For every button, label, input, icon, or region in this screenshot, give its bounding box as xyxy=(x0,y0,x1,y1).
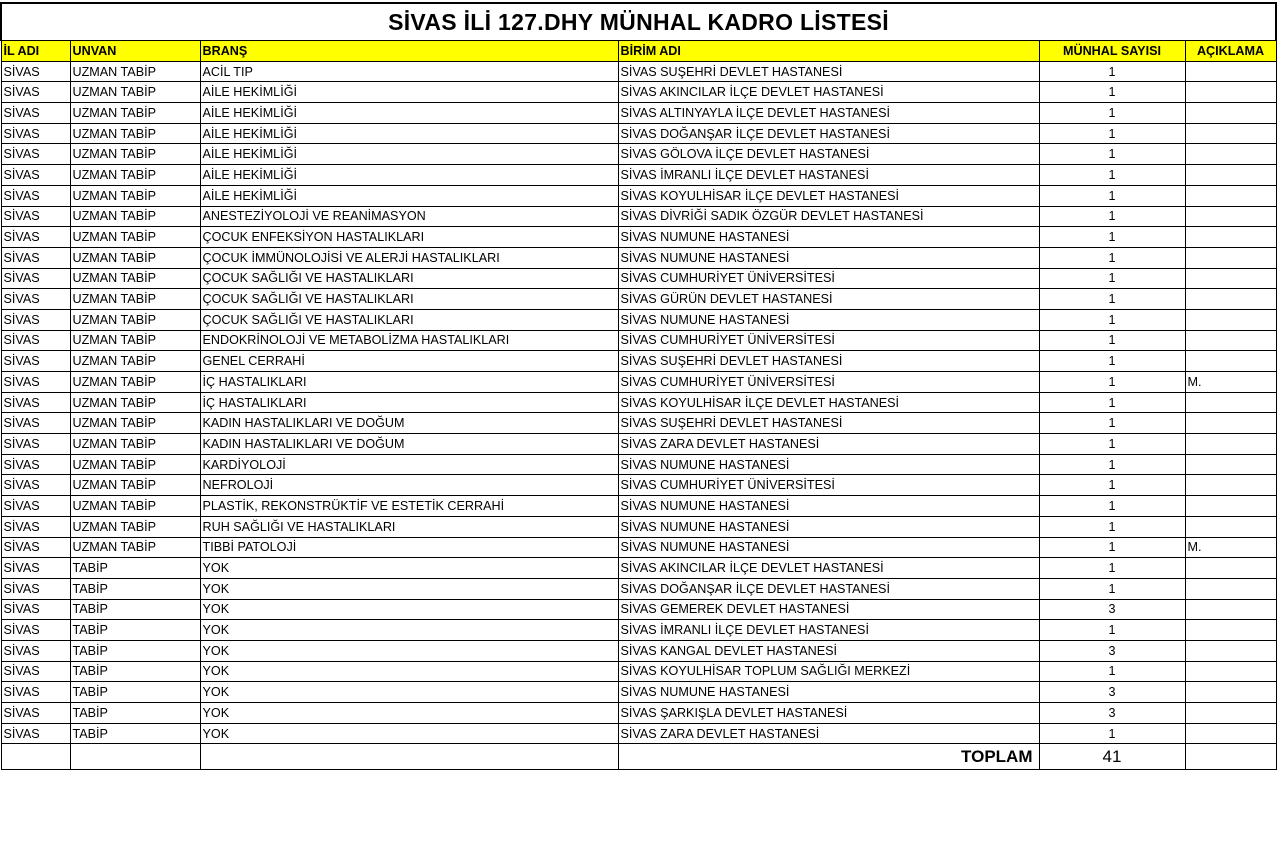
birim-adi-cell: SİVAS NUMUNE HASTANESİ xyxy=(618,309,1039,330)
birim-adi-cell: SİVAS KOYULHİSAR TOPLUM SAĞLIĞI MERKEZİ xyxy=(618,661,1039,682)
aciklama-cell xyxy=(1185,703,1276,724)
munhal-sayisi-cell: 1 xyxy=(1039,206,1185,227)
aciklama-cell: M. xyxy=(1185,372,1276,393)
il-adi-cell: SİVAS xyxy=(1,496,70,517)
unvan-cell: UZMAN TABİP xyxy=(70,496,200,517)
munhal-sayisi-cell: 3 xyxy=(1039,640,1185,661)
il-adi-cell: SİVAS xyxy=(1,558,70,579)
birim-adi-cell: SİVAS DOĞANŞAR İLÇE DEVLET HASTANESİ xyxy=(618,578,1039,599)
brans-cell: ACİL TIP xyxy=(200,61,618,82)
birim-adi-cell: SİVAS ALTINYAYLA İLÇE DEVLET HASTANESİ xyxy=(618,103,1039,124)
munhal-sayisi-cell: 1 xyxy=(1039,620,1185,641)
column-header-aciklama: AÇIKLAMA xyxy=(1185,41,1276,62)
unvan-cell: UZMAN TABİP xyxy=(70,123,200,144)
table-row xyxy=(1,516,1276,537)
munhal-sayisi-cell: 1 xyxy=(1039,578,1185,599)
aciklama-cell xyxy=(1185,640,1276,661)
brans-cell: ÇOCUK ENFEKSİYON HASTALIKLARI xyxy=(200,227,618,248)
birim-adi-cell: SİVAS GÜRÜN DEVLET HASTANESİ xyxy=(618,289,1039,310)
birim-adi-cell: SİVAS NUMUNE HASTANESİ xyxy=(618,496,1039,517)
il-adi-cell: SİVAS xyxy=(1,516,70,537)
aciklama-cell xyxy=(1185,103,1276,124)
brans-cell: YOK xyxy=(200,620,618,641)
brans-cell: AİLE HEKİMLİĞİ xyxy=(200,123,618,144)
birim-adi-cell: SİVAS ZARA DEVLET HASTANESİ xyxy=(618,434,1039,455)
aciklama-cell xyxy=(1185,723,1276,744)
brans-cell: YOK xyxy=(200,661,618,682)
aciklama-cell xyxy=(1185,661,1276,682)
table-row xyxy=(1,703,1276,724)
table-row xyxy=(1,682,1276,703)
il-adi-cell: SİVAS xyxy=(1,413,70,434)
table-row xyxy=(1,496,1276,517)
aciklama-cell xyxy=(1185,185,1276,206)
aciklama-cell xyxy=(1185,620,1276,641)
column-header-unvan: UNVAN xyxy=(70,41,200,62)
birim-adi-cell: SİVAS DİVRİĞİ SADIK ÖZGÜR DEVLET HASTANESİ xyxy=(618,206,1039,227)
aciklama-cell xyxy=(1185,227,1276,248)
aciklama-cell xyxy=(1185,268,1276,289)
aciklama-cell xyxy=(1185,351,1276,372)
table-row xyxy=(1,537,1276,558)
il-adi-cell: SİVAS xyxy=(1,351,70,372)
brans-cell: NEFROLOJİ xyxy=(200,475,618,496)
birim-adi-cell: SİVAS NUMUNE HASTANESİ xyxy=(618,537,1039,558)
total-empty-cell xyxy=(1185,744,1276,770)
munhal-sayisi-cell: 1 xyxy=(1039,268,1185,289)
il-adi-cell: SİVAS xyxy=(1,599,70,620)
munhal-sayisi-cell: 1 xyxy=(1039,372,1185,393)
table-row xyxy=(1,123,1276,144)
brans-cell: YOK xyxy=(200,640,618,661)
aciklama-cell xyxy=(1185,123,1276,144)
il-adi-cell: SİVAS xyxy=(1,61,70,82)
munhal-sayisi-cell: 3 xyxy=(1039,703,1185,724)
birim-adi-cell: SİVAS ŞARKIŞLA DEVLET HASTANESİ xyxy=(618,703,1039,724)
aciklama-cell xyxy=(1185,413,1276,434)
il-adi-cell: SİVAS xyxy=(1,268,70,289)
munhal-sayisi-cell: 1 xyxy=(1039,537,1185,558)
brans-cell: ÇOCUK SAĞLIĞI VE HASTALIKLARI xyxy=(200,289,618,310)
column-header-brans: BRANŞ xyxy=(200,41,618,62)
munhal-sayisi-cell: 1 xyxy=(1039,475,1185,496)
munhal-sayisi-cell: 1 xyxy=(1039,496,1185,517)
table-row xyxy=(1,61,1276,82)
table-row xyxy=(1,206,1276,227)
unvan-cell: TABİP xyxy=(70,599,200,620)
munhal-sayisi-cell: 1 xyxy=(1039,123,1185,144)
il-adi-cell: SİVAS xyxy=(1,578,70,599)
munhal-sayisi-cell: 1 xyxy=(1039,330,1185,351)
brans-cell: YOK xyxy=(200,703,618,724)
munhal-sayisi-cell: 1 xyxy=(1039,351,1185,372)
aciklama-cell xyxy=(1185,454,1276,475)
unvan-cell: TABİP xyxy=(70,620,200,641)
munhal-sayisi-cell: 1 xyxy=(1039,289,1185,310)
table-row xyxy=(1,103,1276,124)
total-row xyxy=(1,744,1276,770)
il-adi-cell: SİVAS xyxy=(1,682,70,703)
table-row xyxy=(1,578,1276,599)
aciklama-cell xyxy=(1185,206,1276,227)
table-row xyxy=(1,661,1276,682)
column-header-munhal-sayisi: MÜNHAL SAYISI xyxy=(1039,41,1185,62)
brans-cell: AİLE HEKİMLİĞİ xyxy=(200,165,618,186)
unvan-cell: TABİP xyxy=(70,558,200,579)
unvan-cell: UZMAN TABİP xyxy=(70,82,200,103)
munhal-sayisi-cell: 1 xyxy=(1039,661,1185,682)
brans-cell: ÇOCUK SAĞLIĞI VE HASTALIKLARI xyxy=(200,268,618,289)
total-value: 41 xyxy=(1039,744,1185,770)
birim-adi-cell: SİVAS CUMHURİYET ÜNİVERSİTESİ xyxy=(618,268,1039,289)
il-adi-cell: SİVAS xyxy=(1,392,70,413)
brans-cell: KARDİYOLOJİ xyxy=(200,454,618,475)
unvan-cell: UZMAN TABİP xyxy=(70,289,200,310)
unvan-cell: UZMAN TABİP xyxy=(70,309,200,330)
brans-cell: KADIN HASTALIKLARI VE DOĞUM xyxy=(200,434,618,455)
unvan-cell: TABİP xyxy=(70,661,200,682)
unvan-cell: UZMAN TABİP xyxy=(70,454,200,475)
birim-adi-cell: SİVAS AKINCILAR İLÇE DEVLET HASTANESİ xyxy=(618,82,1039,103)
unvan-cell: TABİP xyxy=(70,723,200,744)
unvan-cell: TABİP xyxy=(70,703,200,724)
birim-adi-cell: SİVAS KOYULHİSAR İLÇE DEVLET HASTANESİ xyxy=(618,392,1039,413)
vacancy-table xyxy=(0,2,1277,770)
birim-adi-cell: SİVAS İMRANLI İLÇE DEVLET HASTANESİ xyxy=(618,620,1039,641)
il-adi-cell: SİVAS xyxy=(1,227,70,248)
munhal-sayisi-cell: 1 xyxy=(1039,103,1185,124)
munhal-sayisi-cell: 1 xyxy=(1039,454,1185,475)
unvan-cell: UZMAN TABİP xyxy=(70,268,200,289)
unvan-cell: TABİP xyxy=(70,578,200,599)
table-row xyxy=(1,227,1276,248)
table-row xyxy=(1,558,1276,579)
brans-cell: YOK xyxy=(200,599,618,620)
munhal-sayisi-cell: 1 xyxy=(1039,413,1185,434)
birim-adi-cell: SİVAS CUMHURİYET ÜNİVERSİTESİ xyxy=(618,475,1039,496)
brans-cell: PLASTİK, REKONSTRÜKTİF VE ESTETİK CERRAHİ xyxy=(200,496,618,517)
aciklama-cell xyxy=(1185,392,1276,413)
table-row xyxy=(1,289,1276,310)
table-row xyxy=(1,185,1276,206)
table-row xyxy=(1,82,1276,103)
brans-cell: ANESTEZİYOLOJİ VE REANİMASYON xyxy=(200,206,618,227)
brans-cell: İÇ HASTALIKLARI xyxy=(200,372,618,393)
munhal-sayisi-cell: 1 xyxy=(1039,165,1185,186)
il-adi-cell: SİVAS xyxy=(1,123,70,144)
table-row xyxy=(1,620,1276,641)
table-row xyxy=(1,144,1276,165)
aciklama-cell xyxy=(1185,496,1276,517)
aciklama-cell xyxy=(1185,599,1276,620)
birim-adi-cell: SİVAS CUMHURİYET ÜNİVERSİTESİ xyxy=(618,372,1039,393)
unvan-cell: UZMAN TABİP xyxy=(70,247,200,268)
munhal-sayisi-cell: 1 xyxy=(1039,434,1185,455)
aciklama-cell xyxy=(1185,247,1276,268)
unvan-cell: UZMAN TABİP xyxy=(70,185,200,206)
brans-cell: YOK xyxy=(200,682,618,703)
brans-cell: RUH SAĞLIĞI VE HASTALIKLARI xyxy=(200,516,618,537)
unvan-cell: UZMAN TABİP xyxy=(70,475,200,496)
unvan-cell: UZMAN TABİP xyxy=(70,206,200,227)
aciklama-cell: M. xyxy=(1185,537,1276,558)
unvan-cell: UZMAN TABİP xyxy=(70,227,200,248)
unvan-cell: UZMAN TABİP xyxy=(70,330,200,351)
il-adi-cell: SİVAS xyxy=(1,537,70,558)
table-row xyxy=(1,247,1276,268)
munhal-sayisi-cell: 3 xyxy=(1039,599,1185,620)
il-adi-cell: SİVAS xyxy=(1,723,70,744)
birim-adi-cell: SİVAS AKINCILAR İLÇE DEVLET HASTANESİ xyxy=(618,558,1039,579)
birim-adi-cell: SİVAS ZARA DEVLET HASTANESİ xyxy=(618,723,1039,744)
unvan-cell: UZMAN TABİP xyxy=(70,392,200,413)
birim-adi-cell: SİVAS NUMUNE HASTANESİ xyxy=(618,227,1039,248)
unvan-cell: UZMAN TABİP xyxy=(70,165,200,186)
aciklama-cell xyxy=(1185,82,1276,103)
munhal-sayisi-cell: 1 xyxy=(1039,144,1185,165)
birim-adi-cell: SİVAS SUŞEHRİ DEVLET HASTANESİ xyxy=(618,351,1039,372)
il-adi-cell: SİVAS xyxy=(1,82,70,103)
birim-adi-cell: SİVAS DOĞANŞAR İLÇE DEVLET HASTANESİ xyxy=(618,123,1039,144)
table-row xyxy=(1,723,1276,744)
total-label: TOPLAM xyxy=(618,744,1039,770)
il-adi-cell: SİVAS xyxy=(1,661,70,682)
table-row xyxy=(1,475,1276,496)
il-adi-cell: SİVAS xyxy=(1,144,70,165)
table-row xyxy=(1,330,1276,351)
table-row xyxy=(1,309,1276,330)
staff-vacancy-sheet xyxy=(0,2,1275,770)
unvan-cell: UZMAN TABİP xyxy=(70,413,200,434)
aciklama-cell xyxy=(1185,558,1276,579)
brans-cell: AİLE HEKİMLİĞİ xyxy=(200,185,618,206)
birim-adi-cell: SİVAS GÖLOVA İLÇE DEVLET HASTANESİ xyxy=(618,144,1039,165)
aciklama-cell xyxy=(1185,475,1276,496)
unvan-cell: UZMAN TABİP xyxy=(70,372,200,393)
table-row xyxy=(1,454,1276,475)
il-adi-cell: SİVAS xyxy=(1,703,70,724)
brans-cell: AİLE HEKİMLİĞİ xyxy=(200,144,618,165)
il-adi-cell: SİVAS xyxy=(1,289,70,310)
birim-adi-cell: SİVAS NUMUNE HASTANESİ xyxy=(618,454,1039,475)
il-adi-cell: SİVAS xyxy=(1,620,70,641)
munhal-sayisi-cell: 1 xyxy=(1039,82,1185,103)
munhal-sayisi-cell: 1 xyxy=(1039,309,1185,330)
aciklama-cell xyxy=(1185,144,1276,165)
il-adi-cell: SİVAS xyxy=(1,640,70,661)
birim-adi-cell: SİVAS SUŞEHRİ DEVLET HASTANESİ xyxy=(618,61,1039,82)
munhal-sayisi-cell: 1 xyxy=(1039,227,1185,248)
table-row xyxy=(1,165,1276,186)
birim-adi-cell: SİVAS NUMUNE HASTANESİ xyxy=(618,682,1039,703)
birim-adi-cell: SİVAS GEMEREK DEVLET HASTANESİ xyxy=(618,599,1039,620)
unvan-cell: UZMAN TABİP xyxy=(70,434,200,455)
il-adi-cell: SİVAS xyxy=(1,206,70,227)
aciklama-cell xyxy=(1185,578,1276,599)
brans-cell: ÇOCUK SAĞLIĞI VE HASTALIKLARI xyxy=(200,309,618,330)
brans-cell: GENEL CERRAHİ xyxy=(200,351,618,372)
il-adi-cell: SİVAS xyxy=(1,165,70,186)
brans-cell: TIBBİ PATOLOJİ xyxy=(200,537,618,558)
column-header-birim-adi: BİRİM ADI xyxy=(618,41,1039,62)
il-adi-cell: SİVAS xyxy=(1,475,70,496)
munhal-sayisi-cell: 1 xyxy=(1039,61,1185,82)
table-header-row xyxy=(1,41,1276,62)
table-row xyxy=(1,640,1276,661)
brans-cell: YOK xyxy=(200,558,618,579)
unvan-cell: TABİP xyxy=(70,682,200,703)
il-adi-cell: SİVAS xyxy=(1,103,70,124)
brans-cell: ÇOCUK İMMÜNOLOJİSİ VE ALERJİ HASTALIKLARI xyxy=(200,247,618,268)
page-title: SİVAS İLİ 127.DHY MÜNHAL KADRO LİSTESİ xyxy=(1,3,1276,41)
table-row xyxy=(1,392,1276,413)
il-adi-cell: SİVAS xyxy=(1,247,70,268)
table-row xyxy=(1,434,1276,455)
brans-cell: YOK xyxy=(200,723,618,744)
unvan-cell: UZMAN TABİP xyxy=(70,351,200,372)
aciklama-cell xyxy=(1185,434,1276,455)
unvan-cell: UZMAN TABİP xyxy=(70,61,200,82)
total-empty-cell xyxy=(70,744,200,770)
brans-cell: AİLE HEKİMLİĞİ xyxy=(200,82,618,103)
total-empty-cell xyxy=(1,744,70,770)
birim-adi-cell: SİVAS SUŞEHRİ DEVLET HASTANESİ xyxy=(618,413,1039,434)
aciklama-cell xyxy=(1185,289,1276,310)
total-empty-cell xyxy=(200,744,618,770)
unvan-cell: UZMAN TABİP xyxy=(70,103,200,124)
birim-adi-cell: SİVAS KOYULHİSAR İLÇE DEVLET HASTANESİ xyxy=(618,185,1039,206)
column-header-il-adi: İL ADI xyxy=(1,41,70,62)
il-adi-cell: SİVAS xyxy=(1,185,70,206)
birim-adi-cell: SİVAS NUMUNE HASTANESİ xyxy=(618,247,1039,268)
brans-cell: KADIN HASTALIKLARI VE DOĞUM xyxy=(200,413,618,434)
munhal-sayisi-cell: 1 xyxy=(1039,392,1185,413)
birim-adi-cell: SİVAS İMRANLI İLÇE DEVLET HASTANESİ xyxy=(618,165,1039,186)
aciklama-cell xyxy=(1185,165,1276,186)
munhal-sayisi-cell: 1 xyxy=(1039,558,1185,579)
munhal-sayisi-cell: 1 xyxy=(1039,247,1185,268)
il-adi-cell: SİVAS xyxy=(1,330,70,351)
il-adi-cell: SİVAS xyxy=(1,434,70,455)
il-adi-cell: SİVAS xyxy=(1,372,70,393)
brans-cell: YOK xyxy=(200,578,618,599)
aciklama-cell xyxy=(1185,330,1276,351)
brans-cell: AİLE HEKİMLİĞİ xyxy=(200,103,618,124)
birim-adi-cell: SİVAS KANGAL DEVLET HASTANESİ xyxy=(618,640,1039,661)
unvan-cell: TABİP xyxy=(70,640,200,661)
munhal-sayisi-cell: 1 xyxy=(1039,516,1185,537)
il-adi-cell: SİVAS xyxy=(1,309,70,330)
aciklama-cell xyxy=(1185,682,1276,703)
il-adi-cell: SİVAS xyxy=(1,454,70,475)
brans-cell: İÇ HASTALIKLARI xyxy=(200,392,618,413)
birim-adi-cell: SİVAS CUMHURİYET ÜNİVERSİTESİ xyxy=(618,330,1039,351)
table-row xyxy=(1,599,1276,620)
munhal-sayisi-cell: 1 xyxy=(1039,723,1185,744)
munhal-sayisi-cell: 1 xyxy=(1039,185,1185,206)
table-row xyxy=(1,372,1276,393)
table-row xyxy=(1,351,1276,372)
aciklama-cell xyxy=(1185,309,1276,330)
unvan-cell: UZMAN TABİP xyxy=(70,537,200,558)
unvan-cell: UZMAN TABİP xyxy=(70,144,200,165)
munhal-sayisi-cell: 3 xyxy=(1039,682,1185,703)
unvan-cell: UZMAN TABİP xyxy=(70,516,200,537)
table-row xyxy=(1,268,1276,289)
table-body xyxy=(1,61,1276,744)
brans-cell: ENDOKRİNOLOJİ VE METABOLİZMA HASTALIKLARI xyxy=(200,330,618,351)
birim-adi-cell: SİVAS NUMUNE HASTANESİ xyxy=(618,516,1039,537)
table-row xyxy=(1,413,1276,434)
aciklama-cell xyxy=(1185,61,1276,82)
aciklama-cell xyxy=(1185,516,1276,537)
